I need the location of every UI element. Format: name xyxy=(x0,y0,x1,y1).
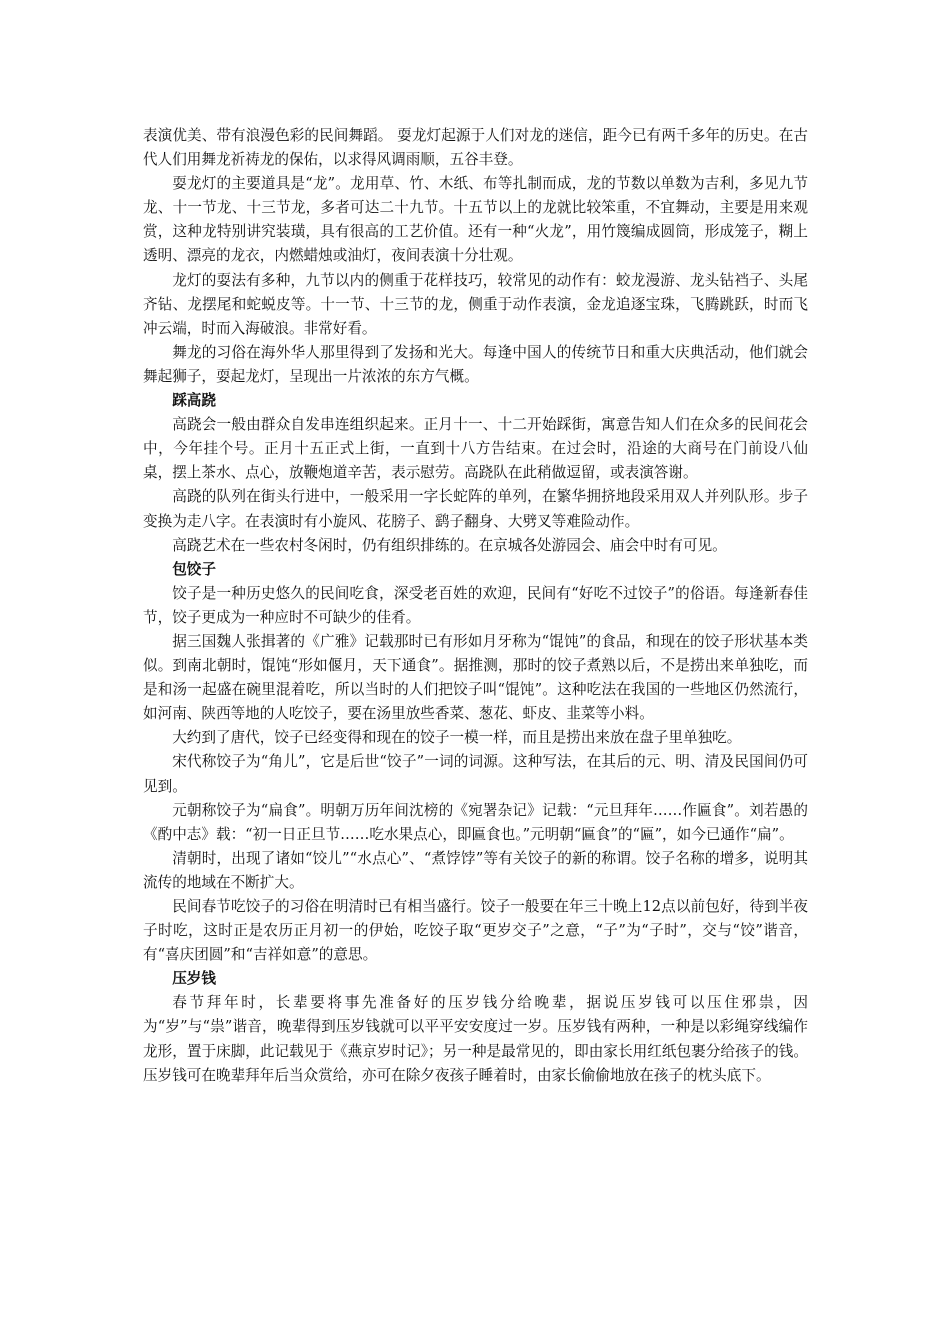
paragraph-dumplings-song: 宋代称饺子为“角儿”，它是后世“饺子”一词的词源。这种写法，在其后的元、明、清及民国间仍可见到。 xyxy=(143,753,808,795)
paragraph-dragon-moves: 龙灯的耍法有多种，九节以内的侧重于花样技巧，较常见的动作有：蛟龙漫游、龙头钻裆子、头尾齐钻、龙摆尾和蛇蜕皮等。十一节、十三节的龙，侧重于动作表演，金龙追逐宝珠，飞腾跳跃，时而飞冲云端，时而入海破浪。非常好看。 xyxy=(143,271,808,337)
paragraph-dragon-overseas: 舞龙的习俗在海外华人那里得到了发扬和光大。每逢中国人的传统节日和重大庆典活动，他们就会舞起狮子，耍起龙灯，呈现出一片浓浓的东方气概。 xyxy=(143,343,808,385)
paragraph-lucky-money: 春节拜年时，长辈要将事先准备好的压岁钱分给晚辈，据说压岁钱可以压住邪祟，因为“岁”与“祟”谐音，晚辈得到压岁钱就可以平平安安度过一岁。压岁钱有两种，一种是以彩绳穿线编作龙形，置于床脚，此记载见于《燕京岁时记》；另一种是最常见的，即由家长用红纸包裹分给孩子的钱。压岁钱可在晚辈拜年后当众赏给，亦可在除夕夜孩子睡着时，由家长偷偷地放在孩子的枕头底下。 xyxy=(143,994,808,1084)
heading-dumplings: 包饺子 xyxy=(172,560,216,578)
paragraph-dumplings-intro: 饺子是一种历史悠久的民间吃食，深受老百姓的欢迎，民间有“好吃不过饺子”的俗语。每逢新春佳节，饺子更成为一种应时不可缺少的佳肴。 xyxy=(143,584,808,626)
paragraph-stilts-organization: 高跷会一般由群众自发串连组织起来。正月十一、十二开始踩街，寓意告知人们在众多的民间花会中，今年挂个号。正月十五正式上街，一直到十八方告结束。在过会时，沿途的大商号在门前设八仙桌，摆上茶水、点心，放鞭炮道辛苦，表示慰劳。高跷队在此稍做逗留，或表演答谢。 xyxy=(143,416,808,482)
paragraph-dumplings-custom: 民间春节吃饺子的习俗在明清时已有相当盛行。饺子一般要在年三十晚上12点以前包好，待到半夜子时吃，这时正是农历正月初一的伊始，吃饺子取“更岁交子”之意，“子”为“子时”，交与“饺”谐音，有“喜庆团圆”和“吉祥如意”的意思。 xyxy=(143,898,808,964)
paragraph-dumplings-yuan-ming: 元朝称饺子为“扁食”。明朝万历年间沈榜的《宛署杂记》记载：“元旦拜年……作匾食”。刘若愚的《酌中志》载：“初一日正旦节……吃水果点心，即匾食也。”元明朝“匾食”的“匾”，如今已通作“扁”。 xyxy=(143,801,808,843)
heading-stilts: 踩高跷 xyxy=(172,392,216,410)
paragraph-stilts-formation: 高跷的队列在街头行进中，一般采用一字长蛇阵的单列，在繁华拥挤地段采用双人并列队形。步子变换为走八字。在表演时有小旋风、花膀子、鹞子翻身、大劈叉等难险动作。 xyxy=(143,488,808,530)
paragraph-dragon-origin: 表演优美、带有浪漫色彩的民间舞蹈。 耍龙灯起源于人们对龙的迷信，距今已有两千多年的历史。在古代人们用舞龙祈祷龙的保佑，以求得风调雨顺，五谷丰登。 xyxy=(143,127,808,169)
document-body xyxy=(143,124,808,1088)
paragraph-dumplings-qing: 清朝时，出现了诸如“饺儿”“水点心”、“煮饽饽”等有关饺子的新的称谓。饺子名称的增多，说明其流传的地域在不断扩大。 xyxy=(143,849,808,891)
paragraph-dragon-props: 耍龙灯的主要道具是“龙”。龙用草、竹、木纸、布等扎制而成，龙的节数以单数为吉利，多见九节龙、十一节龙、十三节龙，多者可达二十九节。十五节以上的龙就比较笨重，不宜舞动，主要是用来观赏，这种龙特别讲究装璜，具有很高的工艺价值。还有一种“火龙”，用竹篾编成圆筒，形成笼子，糊上透明、漂亮的龙衣，内燃蜡烛或油灯，夜间表演十分壮观。 xyxy=(143,175,808,265)
paragraph-stilts-today: 高跷艺术在一些农村冬闲时，仍有组织排练的。在京城各处游园会、庙会中时有可见。 xyxy=(172,536,727,554)
paragraph-dumplings-tang: 大约到了唐代，饺子已经变得和现在的饺子一模一样，而且是捞出来放在盘子里单独吃。 xyxy=(172,729,742,747)
paragraph-dumplings-history: 据三国魏人张揖著的《广雅》记载那时已有形如月牙称为“馄饨”的食品，和现在的饺子形状基本类似。到南北朝时，馄饨“形如偃月，天下通食”。据推测，那时的饺子煮熟以后，不是捞出来单独吃，而是和汤一起盛在碗里混着吃，所以当时的人们把饺子叫“馄饨”。这种吃法在我国的一些地区仍然流行，如河南、陕西等地的人吃饺子，要在汤里放些香菜、葱花、虾皮、韭菜等小料。 xyxy=(143,632,808,723)
heading-lucky-money: 压岁钱 xyxy=(172,970,216,988)
